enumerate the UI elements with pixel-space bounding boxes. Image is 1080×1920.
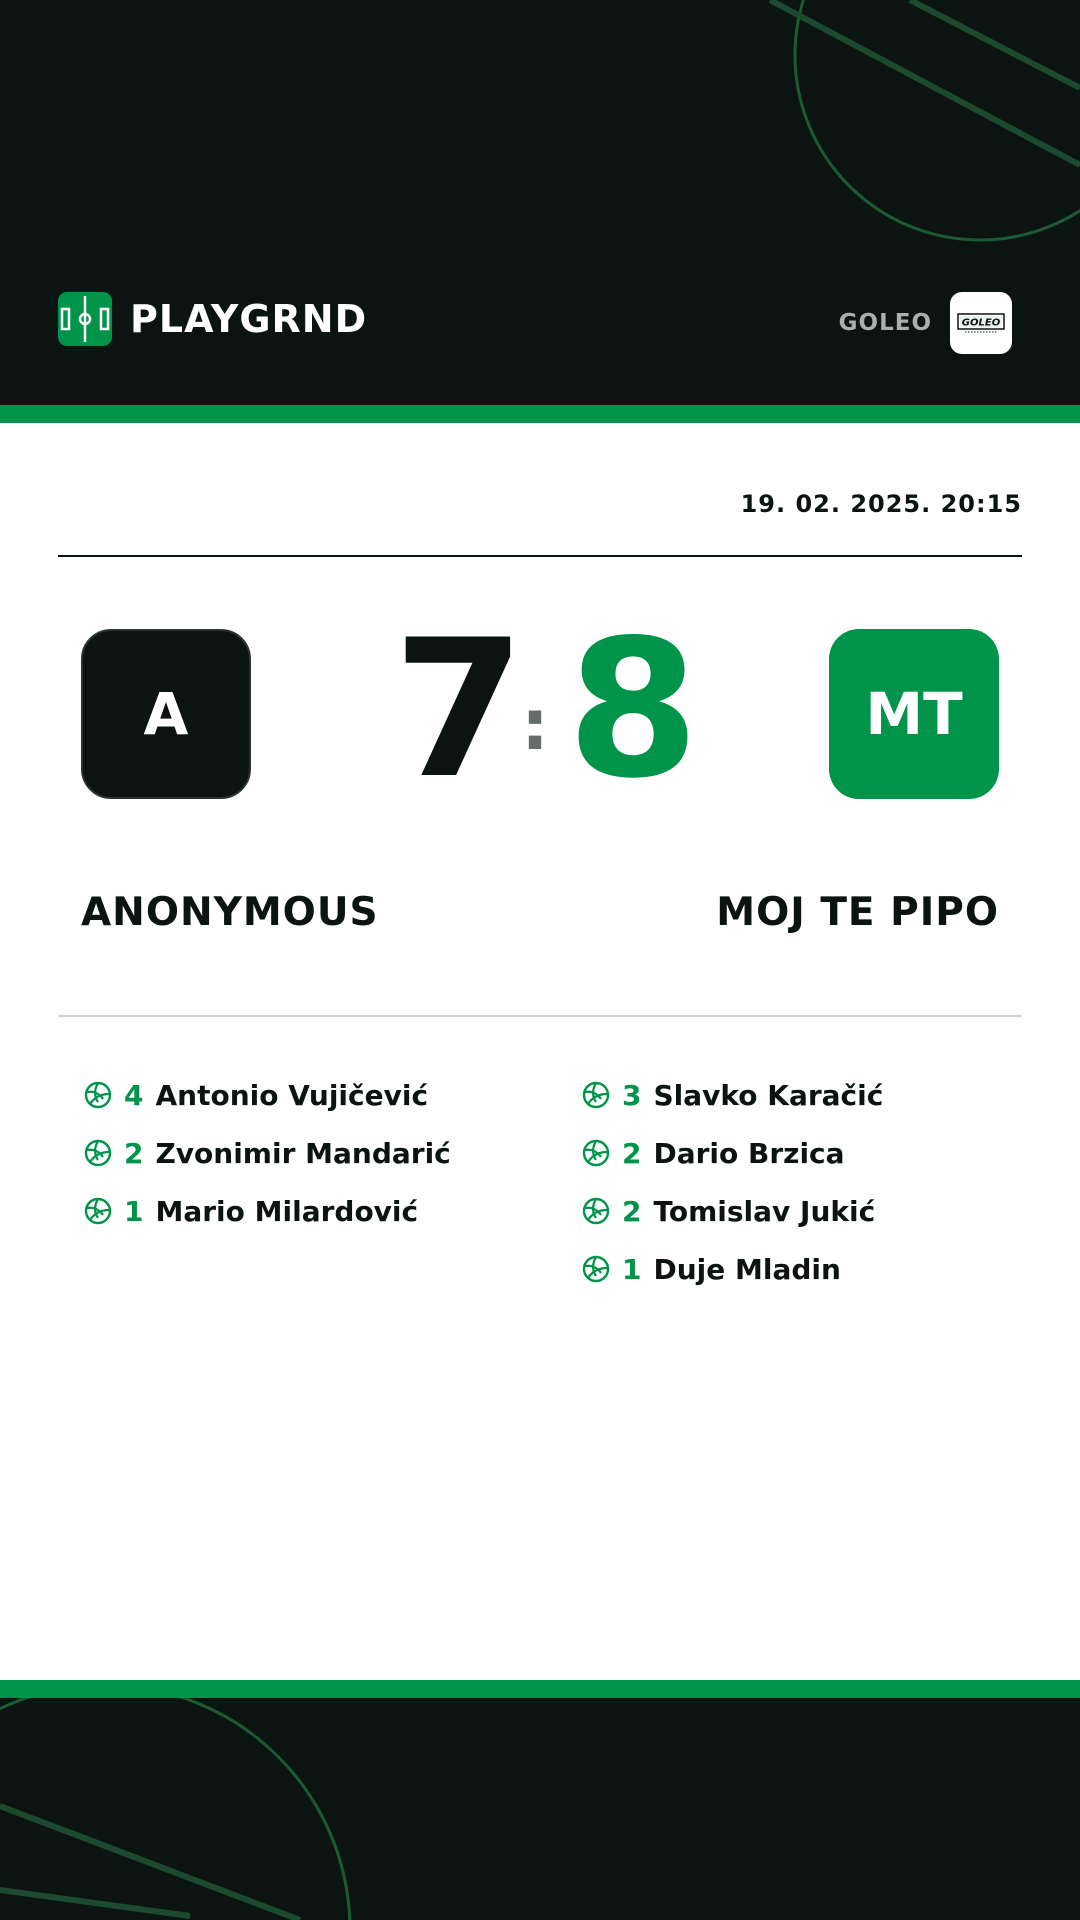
scorer-name: Tomislav Jukić: [653, 1194, 876, 1228]
scorer-name: Dario Brzica: [653, 1136, 845, 1170]
away-team-name: MOJ TE PIPO: [716, 890, 999, 935]
partner-name: GOLEO: [838, 310, 932, 336]
partner-logo: [950, 292, 1012, 354]
score-separator: :: [521, 684, 549, 766]
volleyball-icon: [582, 1197, 610, 1225]
home-score: 7: [393, 599, 526, 820]
volleyball-icon: [84, 1139, 112, 1167]
accent-bar-bottom: [0, 1680, 1080, 1698]
volleyball-icon: [582, 1255, 610, 1283]
scorer-row: [582, 1182, 1022, 1240]
scorer-goals: 2: [622, 1136, 642, 1170]
partner-logo-text: GOLEO: [961, 317, 1001, 329]
scorer-name: Slavko Karačić: [653, 1078, 884, 1112]
divider: [58, 555, 1022, 557]
scorer-row: [582, 1124, 1022, 1182]
pitch-icon: [58, 292, 112, 346]
match-datetime: 19. 02. 2025. 20:15: [740, 490, 1022, 518]
scorer-name: Duje Mladin: [653, 1252, 841, 1286]
away-team-badge: MT: [829, 629, 999, 799]
away-scorers-list: [582, 1066, 1022, 1298]
scorer-row: [84, 1182, 524, 1240]
home-scorers-list: [84, 1066, 524, 1240]
scorer-name: Zvonimir Mandarić: [155, 1136, 451, 1170]
scorer-row: [84, 1124, 524, 1182]
away-score: 8: [567, 599, 700, 820]
scorer-goals: 4: [124, 1078, 144, 1112]
volleyball-icon: [582, 1139, 610, 1167]
goleo-logo-icon: [957, 312, 1005, 334]
scorer-name: Mario Milardović: [155, 1194, 419, 1228]
home-team-badge: A: [81, 629, 251, 799]
brand: [58, 292, 367, 346]
volleyball-icon: [84, 1081, 112, 1109]
scorer-row: [582, 1066, 1022, 1124]
accent-bar-top: [0, 405, 1080, 423]
volleyball-icon: [582, 1081, 610, 1109]
scorer-name: Antonio Vujičević: [155, 1078, 429, 1112]
scorer-goals: 2: [124, 1136, 144, 1170]
brand-name: PLAYGRND: [130, 297, 368, 341]
scorer-goals: 3: [622, 1078, 642, 1112]
partner: [839, 292, 1012, 354]
pitch-lines-decoration: [0, 1698, 1080, 1920]
scorer-row: [582, 1240, 1022, 1298]
header: [0, 0, 1080, 405]
scorer-goals: 1: [124, 1194, 144, 1228]
scorer-goals: 1: [622, 1252, 642, 1286]
home-team-name: ANONYMOUS: [81, 890, 379, 935]
volleyball-icon: [84, 1197, 112, 1225]
divider-light: [58, 1015, 1022, 1017]
scorer-goals: 2: [622, 1194, 642, 1228]
footer: [0, 1698, 1080, 1920]
scorer-row: [84, 1066, 524, 1124]
